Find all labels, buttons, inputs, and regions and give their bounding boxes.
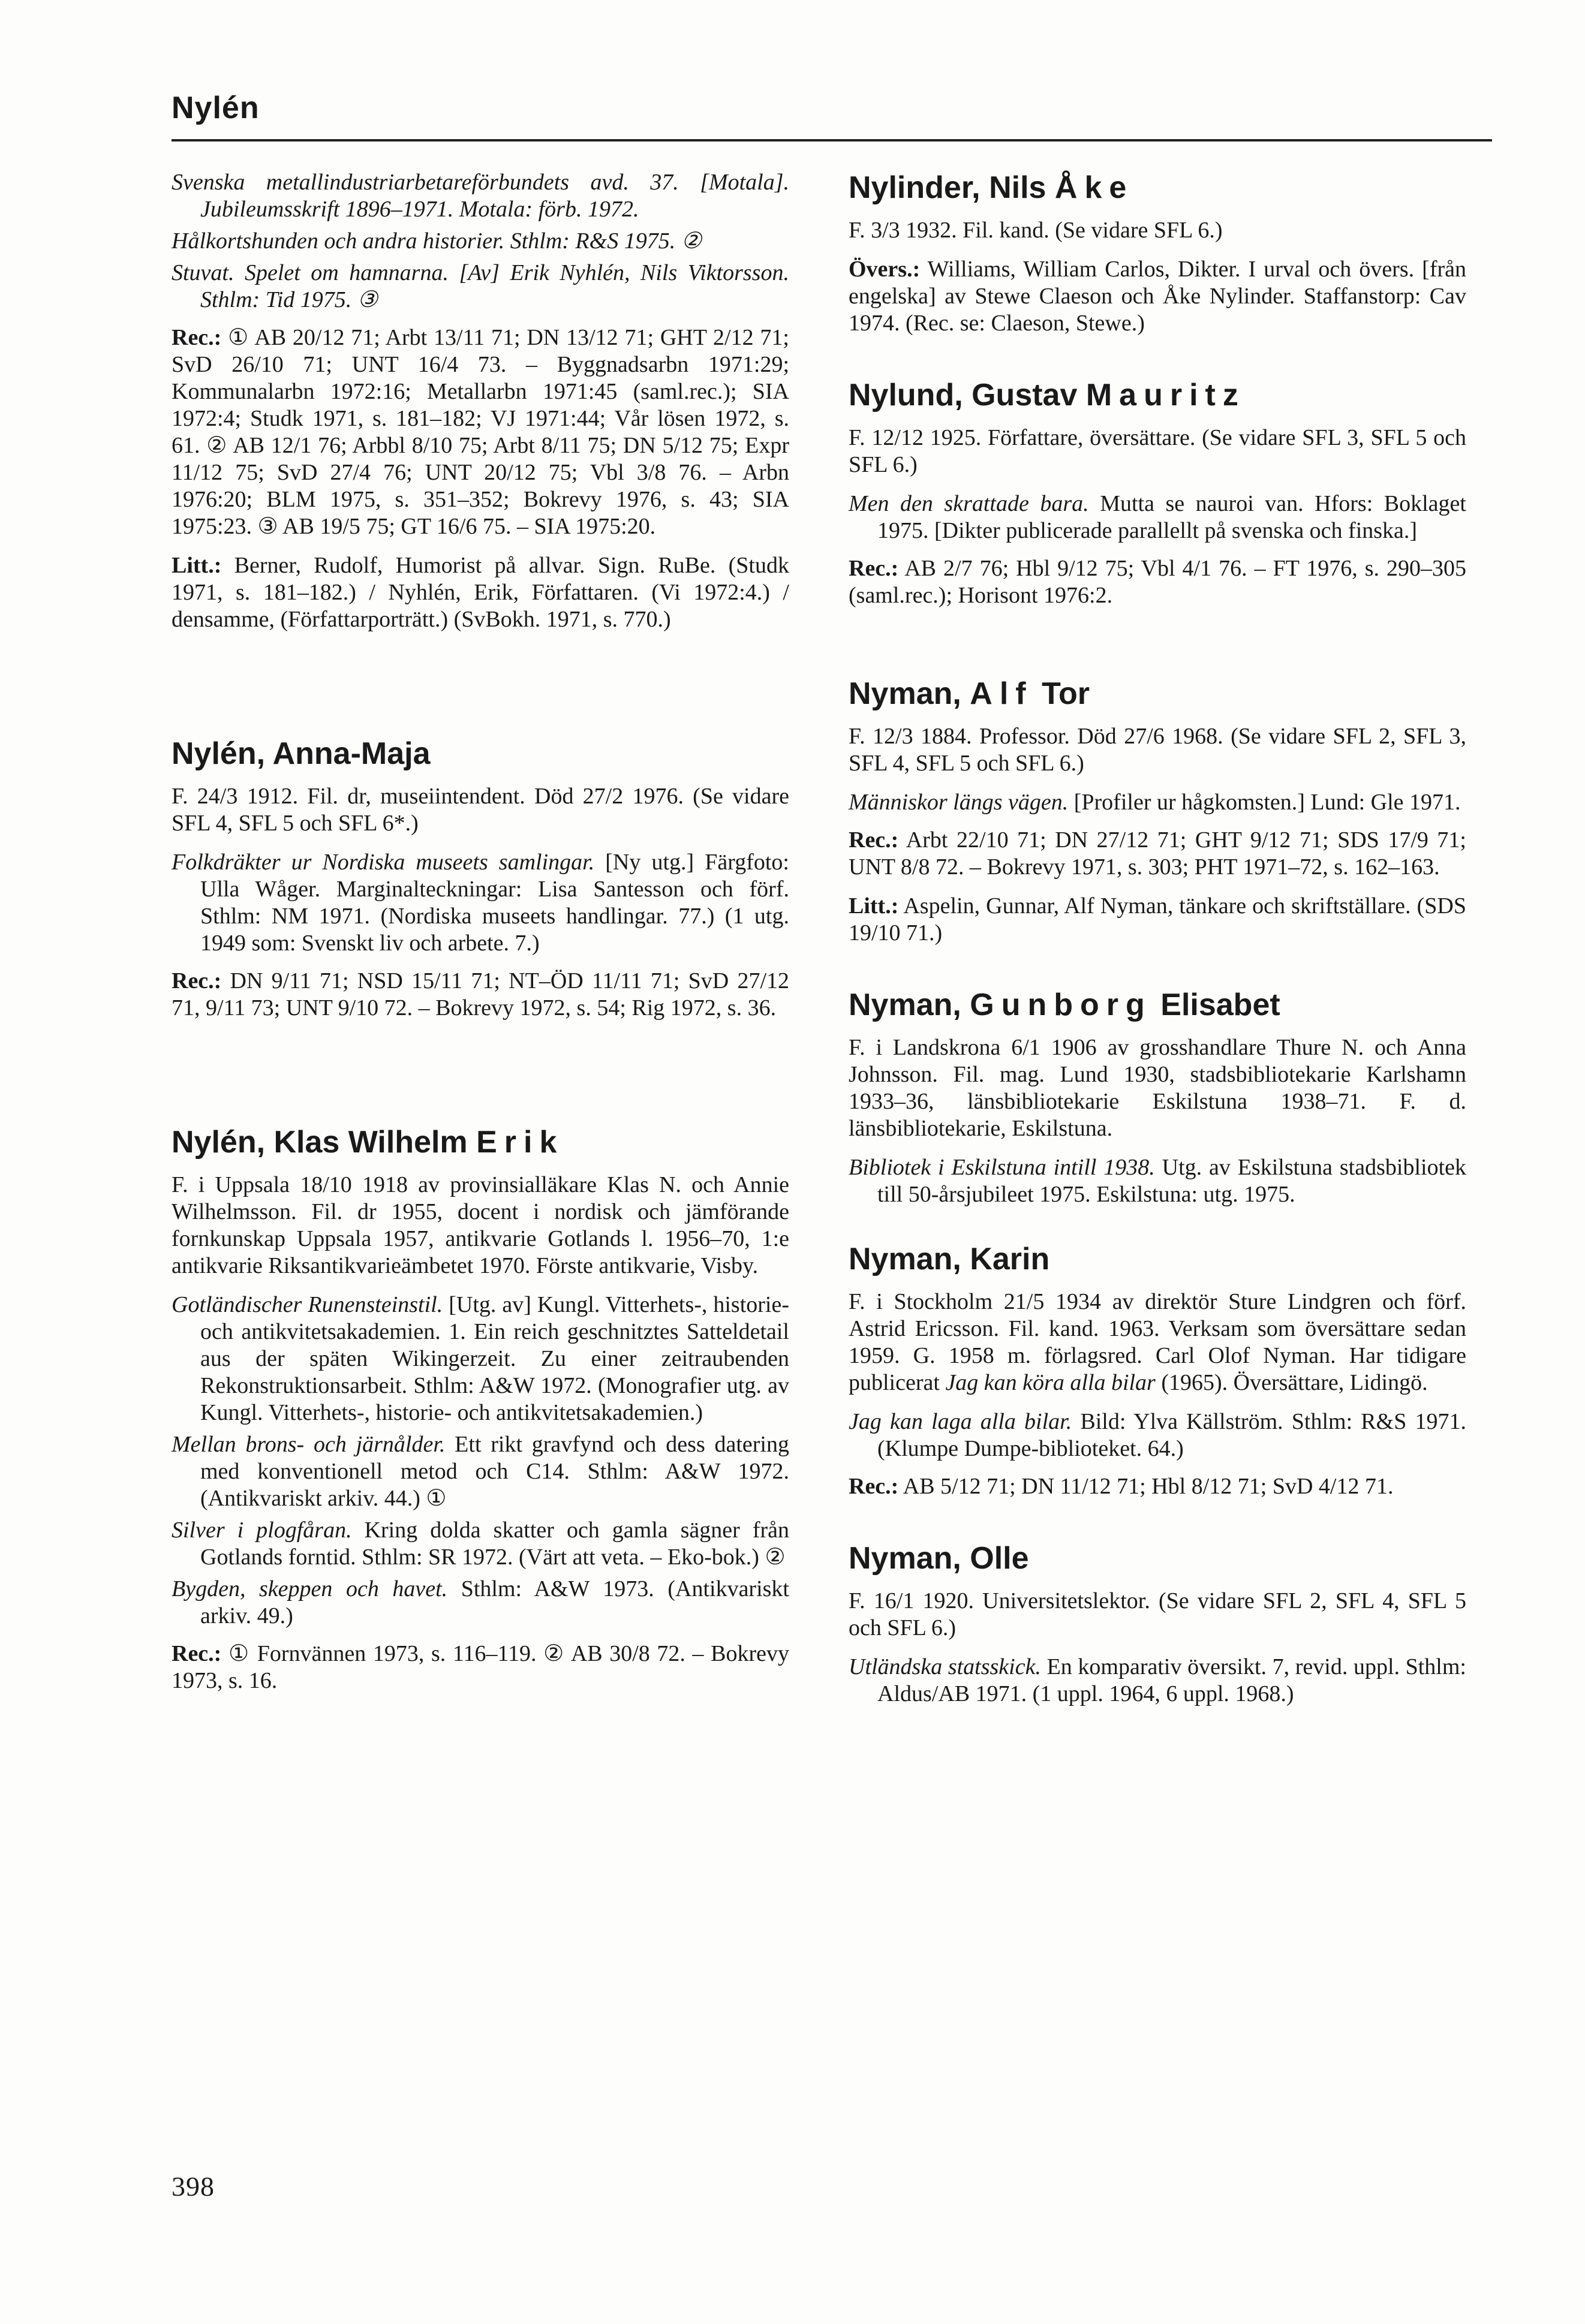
entry-nyman-alf-tor — [849, 675, 1466, 947]
entry-heading: Nylén, Anna-Maja — [172, 736, 431, 771]
biography: F. i Landskrona 6/1 1906 av grosshandlare Thure N. och Anna Johnsson. Fil. mag. Lund 1930, stadsbibliotekarie Karlshamn 1933–36, länsbibliotekarie Eskilstuna 1938–71. F. d. länsbibliotekarie, Eskilstuna. — [849, 1035, 1466, 1141]
biography: F. 16/1 1920. Universitetslektor. (Se vidare SFL 2, SFL 4, SFL 5 och SFL 6.) — [849, 1588, 1466, 1640]
entry-nylund-gustav-mauritz — [849, 377, 1466, 609]
entry-heading: Nylinder, Nils Åke — [849, 170, 1134, 205]
right-column — [849, 169, 1466, 1712]
page-number: 398 — [172, 2171, 215, 2202]
entry-heading: Nyman, Karin — [849, 1242, 1050, 1277]
reviews: Rec.: ① AB 20/12 71; Arbt 13/11 71; DN 13/12 71; GHT 2/12 71; SvD 26/10 71; UNT 16/4 73. – Byggnadsarbn 1971:29; Kommunalarbn 1972:16; Metallarbn 1971:45 (saml.rec.); SIA 1972:4; Studk 1971, s. 181–182; VJ 1971:44; Vår lösen 1972, s. 61. ② AB 12/1 76; Arbbl 8/10 75; Arbt 8/11 75; DN 5/12 75; Expr 11/12 75; SvD 27/4 76; UNT 20/12 75; Vbl 3/8 76. – Arbn 1976:20; BLM 1975, s. 351–352; Bokrevy 1976, s. 43; SIA 1975:23. ③ AB 19/5 75; GT 16/6 75. – SIA 1975:20. — [172, 325, 789, 539]
reviews: Rec.: AB 5/12 71; DN 11/12 71; Hbl 8/12 71; SvD 4/12 71. — [849, 1474, 1394, 1499]
work-item: Silver i plogfåran. Kring dolda skatter och gamla sägner från Gotlands forntid. Sthlm: SR 1972. (Värt att veta. – Eko-bok.) ② — [172, 1518, 789, 1570]
reviews: Rec.: AB 2/7 76; Hbl 9/12 75; Vbl 4/1 76. – FT 1976, s. 290–305 (saml.rec.); Horisont 1976:2. — [849, 556, 1466, 608]
biography: F. 24/3 1912. Fil. dr, museiintendent. Död 27/2 1976. (Se vidare SFL 4, SFL 5 och SFL 6*.) — [172, 784, 789, 836]
entry-nylen-klas-wilhelm-erik — [172, 1124, 789, 1694]
work-item: Mellan brons- och järnålder. Ett rikt gravfynd och dess datering med konventionell metod och C14. Sthlm: A&W 1972. (Antikvariskt arkiv. 44.) ① — [172, 1432, 789, 1511]
entry-nylen-erik-continued — [172, 169, 789, 633]
work-item: Svenska metallindustriarbetareförbundets avd. 37. [Motala]. Jubileumsskrift 1896–1971. Motala: förb. 1972. — [172, 170, 789, 222]
work-item: Folkdräkter ur Nordiska museets samlingar. [Ny utg.] Färgfoto: Ulla Wåger. Marginalteckningar: Lisa Santesson och förf. Sthlm: NM 1971. (Nordiska museets handlingar. 77.) (1 utg. 1949 som: Svenskt liv och arbete. 7.) — [172, 850, 789, 956]
entry-heading: Nylén, Klas Wilhelm Erik — [172, 1125, 564, 1160]
work-item: Men den skrattade bara. Mutta se nauroi van. Hfors: Boklaget 1975. [Dikter publicerade parallellt på svenska och finska.] — [849, 491, 1466, 543]
work-item: Gotländischer Runensteinstil. [Utg. av] Kungl. Vitterhets-, historie- och antikvitetsakademien. 1. Ein reich geschnitztes Satteldetail aus der späten Wikingerzeit. Zu einer zeitraubenden Rekonstruktionsarbeit. Sthlm: A&W 1972. (Monografier utg. av Kungl. Vitterhets-, historie- och antikvitetsakademien.) — [172, 1292, 790, 1425]
work-item: Stuvat. Spelet om hamnarna. [Av] Erik Nyhlén, Nils Viktorsson. Sthlm: Tid 1975. ③ — [172, 260, 789, 312]
entry-nylinder-nils-ake — [849, 169, 1466, 337]
running-head: Nylén — [172, 91, 260, 125]
header-rule — [172, 139, 1492, 142]
work-item: Bibliotek i Eskilstuna intill 1938. Utg. av Eskilstuna stadsbibliotek till 50-årsjubileet 1975. Eskilstuna: utg. 1975. — [849, 1155, 1466, 1207]
work-item: Bygden, skeppen och havet. Sthlm: A&W 1973. (Antikvariskt arkiv. 49.) — [172, 1576, 789, 1628]
reviews: Rec.: Arbt 22/10 71; DN 27/12 71; GHT 9/12 71; SDS 17/9 71; UNT 8/8 72. – Bokrevy 1971, s. 303; PHT 1971–72, s. 162–163. — [849, 827, 1466, 880]
entry-nyman-gunborg-elisabet — [849, 986, 1466, 1208]
literature: Litt.: Berner, Rudolf, Humorist på allvar. Sign. RuBe. (Studk 1971, s. 181–182.) / Nyhlén, Erik, Författaren. (Vi 1972:4.) / densamme, (Författarporträtt.) (SvBokh. 1971, s. 770.) — [172, 553, 789, 632]
reviews: Rec.: DN 9/11 71; NSD 15/11 71; NT–ÖD 11/11 71; SvD 27/12 71, 9/11 73; UNT 9/10 72. – Bokrevy 1972, s. 54; Rig 1972, s. 36. — [172, 968, 789, 1020]
translations: Övers.: Williams, William Carlos, Dikter. I urval och övers. [från engelska] av Stewe Claeson och Åke Nylinder. Staffanstorp: Cav 1974. (Rec. se: Claeson, Stewe.) — [849, 257, 1466, 336]
entry-heading: Nyman, Alf Tor — [849, 676, 1090, 711]
biography: F. i Uppsala 18/10 1918 av provinsialläkare Klas N. och Annie Wilhelmsson. Fil. dr 1955, docent i nordisk och jämförande fornkunskap Uppsala 1957, antikvarie Gotlands l. 1956–70, 1:e antikvarie Riksantikvarieämbetet 1970. Förste antikvarie, Visby. — [172, 1172, 789, 1278]
entry-heading: Nylund, Gustav Mauritz — [849, 378, 1246, 413]
entry-heading: Nyman, Gunborg Elisabet — [849, 988, 1280, 1022]
biography: F. 3/3 1932. Fil. kand. (Se vidare SFL 6.) — [849, 218, 1223, 243]
work-item: Jag kan laga alla bilar. Bild: Ylva Källström. Sthlm: R&S 1971. (Klumpe Dumpe-biblioteket. 64.) — [849, 1409, 1466, 1461]
biography: F. i Stockholm 21/5 1934 av direktör Sture Lindgren och förf. Astrid Ericsson. Fil. kand. 1963. Verksam som översättare sedan 1959. G. 1958 m. förlagsred. Carl Olof Nyman. Har tidigare publicerat Jag kan köra alla bilar (1965). Översättare, Lidingö. — [849, 1289, 1466, 1395]
entry-nyman-olle — [849, 1540, 1466, 1708]
literature: Litt.: Aspelin, Gunnar, Alf Nyman, tänkare och skriftställare. (SDS 19/10 71.) — [849, 893, 1466, 946]
left-column — [172, 169, 789, 1706]
entry-nyman-karin — [849, 1241, 1466, 1500]
entry-nylen-anna-maja — [172, 735, 789, 1022]
biography: F. 12/3 1884. Professor. Död 27/6 1968. (Se vidare SFL 2, SFL 3, SFL 4, SFL 5 och SFL 6.) — [849, 724, 1466, 776]
work-item: Hålkortshunden och andra historier. Sthlm: R&S 1975. ② — [172, 228, 702, 254]
biography: F. 12/12 1925. Författare, översättare. (Se vidare SFL 3, SFL 5 och SFL 6.) — [849, 425, 1466, 477]
work-item: Utländska statsskick. En komparativ översikt. 7, revid. uppl. Sthlm: Aldus/AB 1971. (1 uppl. 1964, 6 uppl. 1968.) — [849, 1654, 1466, 1706]
entry-heading: Nyman, Olle — [849, 1541, 1029, 1576]
reviews: Rec.: ① Fornvännen 1973, s. 116–119. ② AB 30/8 72. – Bokrevy 1973, s. 16. — [172, 1641, 789, 1693]
work-item: Människor längs vägen. [Profiler ur hågkomsten.] Lund: Gle 1971. — [849, 790, 1461, 815]
